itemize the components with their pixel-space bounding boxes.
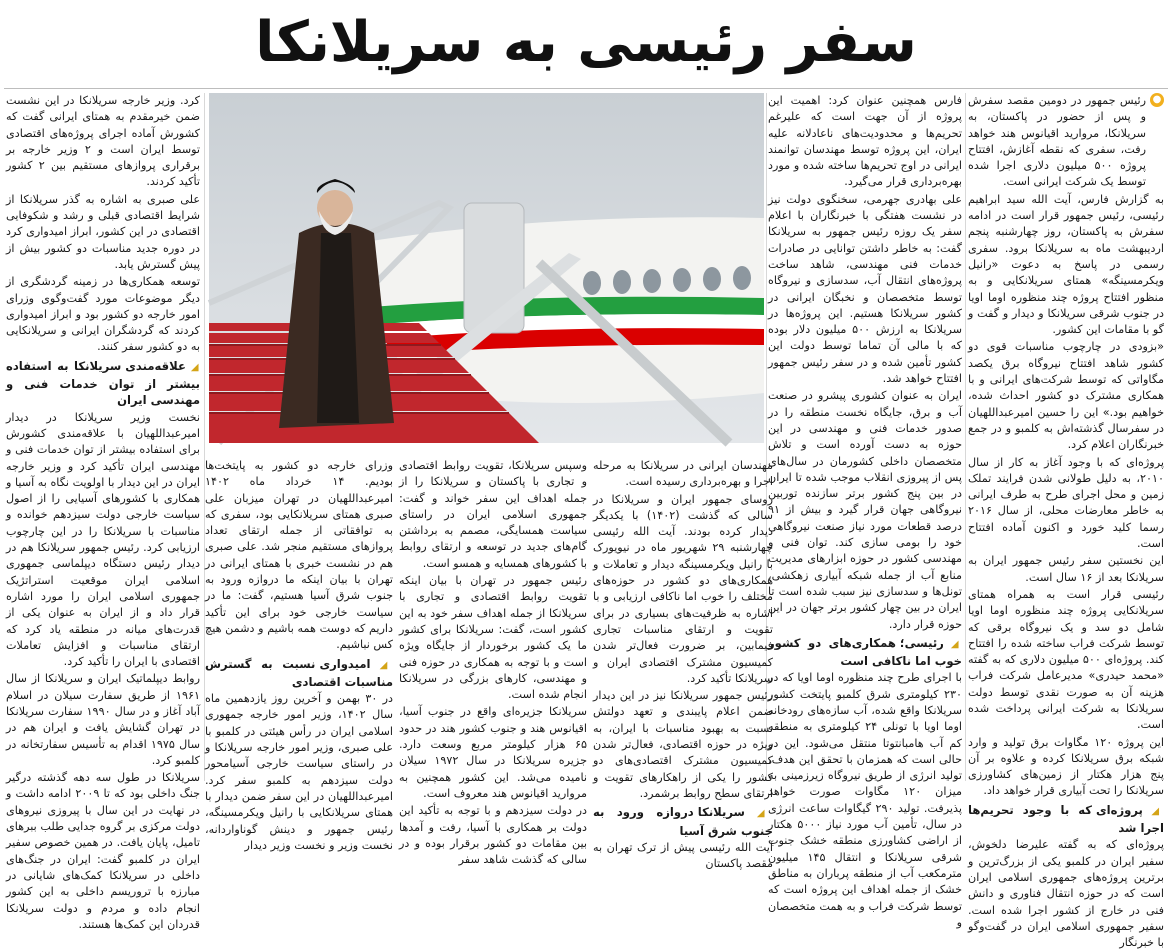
article-column-4 <box>399 458 587 867</box>
paragraph: رئیسی قرار است به همراه همتای سریلانکایی پروژه چند منظوره اوما اویا شامل دو سد و یک نیروگاه برقی که توسط شرکت فراب ساخته شده را افتتاح کند. پروژه‌ای ۵۰۰ میلیون دلاری که به گفته «محمد حیدری» مدیرعامل شرکت فراب هزینه آن به صورت نقدی توسط دولت سریلانکا به شرکت ایرانی پرداخت شده است. <box>968 587 1165 732</box>
paragraph: نخست وزیر سریلانکا در دیدار امیرعبداللهیان با علاقه‌مندی کشورش برای استفاده بیشتر از توان خدمات فنی و مهندسی ایران تأکید کرد و وزیر خارجه ایران در این دیدار با اولویت نگاه به آسیا و همکاری با کشورهای آسیایی را از اصول سیاست خارجی دولت سیزدهم خوانده و مناسبات با سریلانکا را در این چارچوب ارزیابی کرد. رئیس جمهور سریلانکا هم در دیدار رئیس دستگاه دیپلماسی جمهوری اسلامی ایران موقعیت استراتژیک جمهوری اسلامی ایران را مورد اشاره قرار داد و از ایران به عنوان یکی از قدرت‌های میانه در منطقه یاد کرد که ارتقای مناسبات و افزایش تعاملات اقتصادی با ایران را تأکید کرد. <box>6 410 200 669</box>
paragraph: پروژه‌ای که به گفته علیرضا دلخوش، سفیر ایران در کلمبو یکی از بزرگ‌ترین و برترین پروژه‌های جمهوری اسلامی ایران است که در حوزه انتقال فناوری و دانش فنی در خارج از کشور اجرا شده است. سفیر جمهوری اسلامی ایران در گفت‌وگو با خبرنگار <box>968 838 1164 950</box>
subheading: ◢ رئیسی؛ همکاری‌های دو کشور خوب اما ناکافی است <box>768 635 962 669</box>
paragraph: این پروژه ۱۲۰ مگاوات برق تولید و وارد شبکه برق سریلانکا کرده و علاوه بر آن پنج هزار هکتار از زمین‌های کشاورزی سریلانکا را تحت آبیاری قرار خواهد داد. <box>968 735 1165 798</box>
paragraph: روسای جمهور ایران و سریلانکا در سالی که گذشت (۱۴۰۲) با یکدیگر دیدار کرده بودند. آیت الله رئیسی چهارشنبه ۲۹ شهریور ماه در نیویورک با رانیل ویکرمسینگه دیدار و تعاملات و همکاری‌های دو کشور در حوزه‌های مختلف را خوب اما ناکافی ارزیابی و با اشاره به ظرفیت‌های بسیاری در برای تقویت و ارتقای مناسبات تجاری فیمابین، بر ضرورت فعال‌تر شدن کمیسیون مشترک اقتصادی ایران و سریلانکا تأکید کرد. <box>593 492 773 685</box>
headline: سفر رئیسی به سریلانکا <box>255 10 917 75</box>
article-column-1 <box>968 93 1165 950</box>
paragraph: پروژه‌ای که با وجود آغاز به کار از سال ۲۰۱۰، به دلیل طولانی شدن فرایند تملک زمین و محل اجرای طرح به طرف ایرانی به خاطر معارضات محلی، از سال ۲۰۱۶ رسما کلید خورد و اکنون آماده افتتاح است. <box>968 455 1164 551</box>
triangle-bullet-icon: ◢ <box>185 361 200 373</box>
paragraph: وزرای خارجه دو کشور به پایتخت‌ها بودیم. ۱۴ خرداد ماه ۱۴۰۲ امیرعبداللهیان در تهران میزبان علی صبری همتای سریلانکایی بود، سفری که به توافقاتی از جمله ارتقای تعداد پروازهای مستقیم منجر شد. علی صبری هم در نشست خبری با همتای ایرانی در تهران با بیان اینکه ما دروازه ورود به جنوب شرق آسیا هستیم، گفت: ما در سیاست خارجی خود برای این تأکید داریم که دوست همه باشیم و دشمن هیچ کس نباشیم. <box>205 459 394 652</box>
paragraph: در ۳۰ بهمن و آخرین روز یازدهمین ماه سال ۱۴۰۲، وزیر امور خارجه جمهوری اسلامی ایران در رأس هیئتی در کلمبو با علی صبری، وزیر امور خارجه سریلانکا و در راستای سیاست خارجی آسیامحور دولت سیزدهم به کلمبو سفر کرد. امیرعبداللهیان در این سفر ضمن دیدار با همتای سریلانکایی با رانیل ویکرمسینگه، رئیس جمهور و دینش گوناواردانه، نخست وزیر و نخست وزیر دیدار <box>205 692 393 852</box>
article-column-3 <box>593 458 773 871</box>
newspaper-logo-icon: ● <box>1150 93 1164 107</box>
triangle-bullet-icon: ◢ <box>1142 805 1164 817</box>
article-column-6 <box>6 93 201 931</box>
paragraph: علی بهادری جهرمی، سخنگوی دولت نیز در نشست هفتگی با خبرنگاران با اعلام سفر یک روزه رئیس جمهور به سریلانکا گفت: به خاطر داشتن توانایی در صادرات خدمات فنی مهندسی، شاهد ساخت پروژه‌های انتقال آب، سدسازی و نیروگاه توسط متخصصان و نخبگان ایرانی در کشور سریلانکا هستیم. این پروژه‌ها در سریلانکا به ارزش ۵۰۰ میلیون دلار بوده که با مالی آن تماما توسط دولت این کشور تأمین شده و در سفر رئیس جمهور افتتاح خواهد شد. <box>768 192 962 386</box>
triangle-bullet-icon: ◢ <box>744 808 773 820</box>
paragraph: رئیس جمهور در دومین مقصد سفرش و پس از حضور در پاکستان، به سریلانکا، مروارید اقیانوس هند خواهد رفت، سفری که نقطه آغازش، افتتاح پروژه ۵۰۰ میلیون دلاری اجرا شده توسط یک شرکت ایرانی است. <box>968 94 1146 189</box>
subheading: ◢ امیدواری نسبت به گسترش مناسبات اقتصادی <box>205 656 393 689</box>
raisi-airplane-stairs-illustration <box>209 93 764 443</box>
paragraph: سریلانکا جزیره‌ای واقع در جنوب آسیا، اقیانوس هند و جنوب کشور هند در حدود ۶۵ هزار کیلومتر مربع وسعت دارد. جزیره سریلانکا در سال ۱۹۷۲ سیلان نامیده می‌شد. این کشور همچنین به مروارید اقیانوس هند معروف است. <box>399 705 587 800</box>
triangle-bullet-icon: ◢ <box>370 659 393 671</box>
paragraph: «بزودی در چارچوب مناسبات قوی دو کشور شاهد افتتاح نیروگاه برق یکصد مگاواتی که توسط شرکت‌های ایرانی و با همکاری مشترک دو کشور احداث شده، خواهیم بود.» این را حسین امیرعبداللهیان در سفرسال گذشته‌اش به کلمبو و در جمع خبرنگاران اعلام کرد. <box>968 340 1164 452</box>
paragraph: رئیس جمهور در تهران با بیان اینکه تقویت روابط اقتصادی و تجاری با سریلانکا از جمله اهداف سفر خود به این کشور است، گفت: سریلانکا برای کشور ما یک کشور برخوردار از جایگاه ویژه است و با توجه به همکاری در حوزه فنی و مهندسی، کارهای بزرگی در سریلانکا انجام شده است. <box>399 574 587 702</box>
paragraph: روابط دیپلماتیک ایران و سریلانکا از سال ۱۹۶۱ از طریق سفارت سیلان در اسلام آباد آغاز و در سال ۱۹۹۰ سفارت سریلانکا در تهران گشایش یافت و ایران هم در سال ۱۹۷۵ اقدام به تأسیس سفارتخانه در کلمبو کرد. <box>6 672 200 767</box>
subheading: ◢ سریلانکا دروازه ورود به جنوب شرق آسیا <box>593 805 773 838</box>
column-divider <box>965 93 966 781</box>
paragraph: مهندسان ایرانی در سریلانکا به مرحله اجرا و بهره‌برداری رسیده است. <box>593 459 773 489</box>
article-photo <box>209 93 764 443</box>
paragraph: این نخستین سفر رئیس جمهور ایران به سریلانکا بعد از ۱۶ سال است. <box>968 554 1164 584</box>
paragraph: علی صبری به اشاره به گذر سریلانکا از شرایط اقتصادی قبلی و رشد و شکوفایی اقتصادی در این کشور، ابراز امیدواری کرد در دوره جدید مناسبات دو کشور بیش از پیش گسترش یابد. <box>6 192 200 271</box>
paragraph: کرد. وزیر خارجه سریلانکا در این نشست ضمن خیرمقدم به همتای ایرانی گفت که کشورش آماده اجرای پروژه‌های اقتصادی توسط ایران است و ۲ وزیر خارجه بر برقراری پروازهای مستقیم بین ۲ کشور تأکید کردند. <box>6 94 201 189</box>
paragraph: رئیس جمهور سریلانکا نیز در این دیدار ضمن اعلام پایبندی و تعهد دولتش نسبت به بهبود مناسبات با ایران، به ویژه در حوزه اقتصادی، فعال‌تر شدن کمیسیون مشترک اقتصادی‌های دو کشور را یکی از راهکارهای تقویت و ارتقای سطح روابط برشمرد. <box>593 689 773 800</box>
paragraph: فارس همچنین عنوان کرد: اهمیت این پروژه از آن جهت است که علیرغم تحریم‌ها و محدودیت‌های ناعادلانه علیه ایران، این پروژه توسط مهندسان توانمند ایرانی در اوج تحریم‌ها ساخته شده و مورد بهره‌برداری قرار می‌گیرد. <box>768 94 962 189</box>
paragraph: سریلانکا در طول سه دهه گذشته درگیر جنگ داخلی بود که تا ۲۰۰۹ ادامه داشت و در نهایت در این سال با پیروزی نیروهای دولت مرکزی بر گروه جدایی طلب ببرهای تامیل، پایان یافت. در همین خصوص سفیر ایران در کلمبو گفت: ایران در جنگ‌های داخلی در سریلانکا کمک‌های شایانی در مبارزه با تروریسم داخلی به این کشور انجام داده و مردم و دولت سریلانکا قدردان این کمک‌ها هستند. <box>6 771 200 931</box>
paragraph: توسعه همکاری‌ها در زمینه گردشگری از دیگر موضوعات مورد گفت‌وگوی وزرای امور خارجه دو کشور بود و ابراز امیدواری کردند که گردشگران ایرانی و سریلانکایی به دو کشور سفر کنند. <box>6 275 200 354</box>
subheading: ◢ علاقه‌مندی سریلانکا به استفاده بیشتر از توان خدمات فنی و مهندسی ایران <box>6 358 200 408</box>
paragraph: آیت الله رئیسی پیش از ترک تهران به مقصد پاکستان <box>593 840 773 871</box>
headline-rule <box>4 88 1168 89</box>
paragraph: به گزارش فارس، آیت الله سید ابراهیم رئیسی، رئیس جمهور قرار است در ادامه سفرش به پاکستان، روز چهارشنبه پنجم اردیبهشت ماه به سریلانکا برود. سفری رسمی در پاسخ به دعوت «رانیل ویکرمسینگه» همتای سریلانکایی و به منظور افتتاح پروژه چند منظوره اوما اویا در جنوب شرقی سریلانکا و دیدار و گفت و گو با مقامات این کشور. <box>968 192 1164 337</box>
triangle-bullet-icon: ◢ <box>943 638 962 650</box>
paragraph: ایران به عنوان کشوری پیشرو در صنعت آب و برق، جایگاه نخست منطقه را در صدور خدمات فنی و مهندسی در این حوزه به دست آورده است و تلاش متخصصان داخلی کشورمان در سال‌های پس از پیروزی انقلاب موجب شده تا ایران در بین پنج کشور برتر سازنده توربین نیروگاهی جهان قرار گیرد و بیش از ۹۱ درصد قطعات مورد نیاز صنعت نیروگاهی خود را بومی سازی کند. توان فنی و مهندسی کشور در حوزه ابزارهای مدیریت منابع آب از جمله شبکه آبیاری زهکشی، تونل‌ها و سدسازی نیز سبب شده است تا ایران در بین چهار کشور برتر جهان در این حوزه قرار دارد. <box>768 389 962 631</box>
paragraph: در دولت سیزدهم و با توجه به تأکید این دولت بر همکاری با آسیا، رفت و آمدها بین مقامات دو کشور برقرار بوده و در سالی که گذشت شاهد سفر <box>399 804 587 867</box>
subheading: ◢ پروژه‌ای که با وجود تحریم‌ها اجرا شد <box>968 802 1164 836</box>
paragraph: با اجرای طرح چند منظوره اوما اویا که در ۲۳۰ کیلومتری شرق کلمبو پایتخت کشور سریلانکا واقع شده، آب سازه‌های رودخانه اوما اویا با تونلی ۲۴ کیلومتری به منطقه کم آب هامبانتوتا منتقل می‌شود. این در حالی است که همزمان با تحقق این هدف، تولید انرژی از طریق نیروگاه زیرزمینی به میزان ۱۲۰ مگاوات صورت خواهد پذیرفت. تولید ۲۹۰ گیگاوات ساعت انرژی در سال، تأمین آب مورد نیاز ۵۰۰۰ هکتار از اراضی کشاورزی منطقه خشک جنوب شرقی سریلانکا و انتقال ۱۴۵ میلیون مترمکعب آب از منطقه پرباران به مناطق خشک از جمله اهداف این پروژه است که توسط شرکت فراب و به همت متخصصان و <box>768 671 963 929</box>
paragraph: وسپس سریلانکا، تقویت روابط اقتصادی و تجاری با پاکستان و سریلانکا را از جمله اهداف این سفر خواند و گفت: جمهوری اسلامی ایران در راستای سیاست همسایگی، مصمم به برداشتن گام‌های جدید در توسعه و ارتقای روابط با کشورهای همسایه و همسو است. <box>399 459 587 570</box>
article-column-2 <box>768 93 963 929</box>
lead-paragraph <box>968 93 1164 191</box>
article-column-5 <box>205 458 394 852</box>
